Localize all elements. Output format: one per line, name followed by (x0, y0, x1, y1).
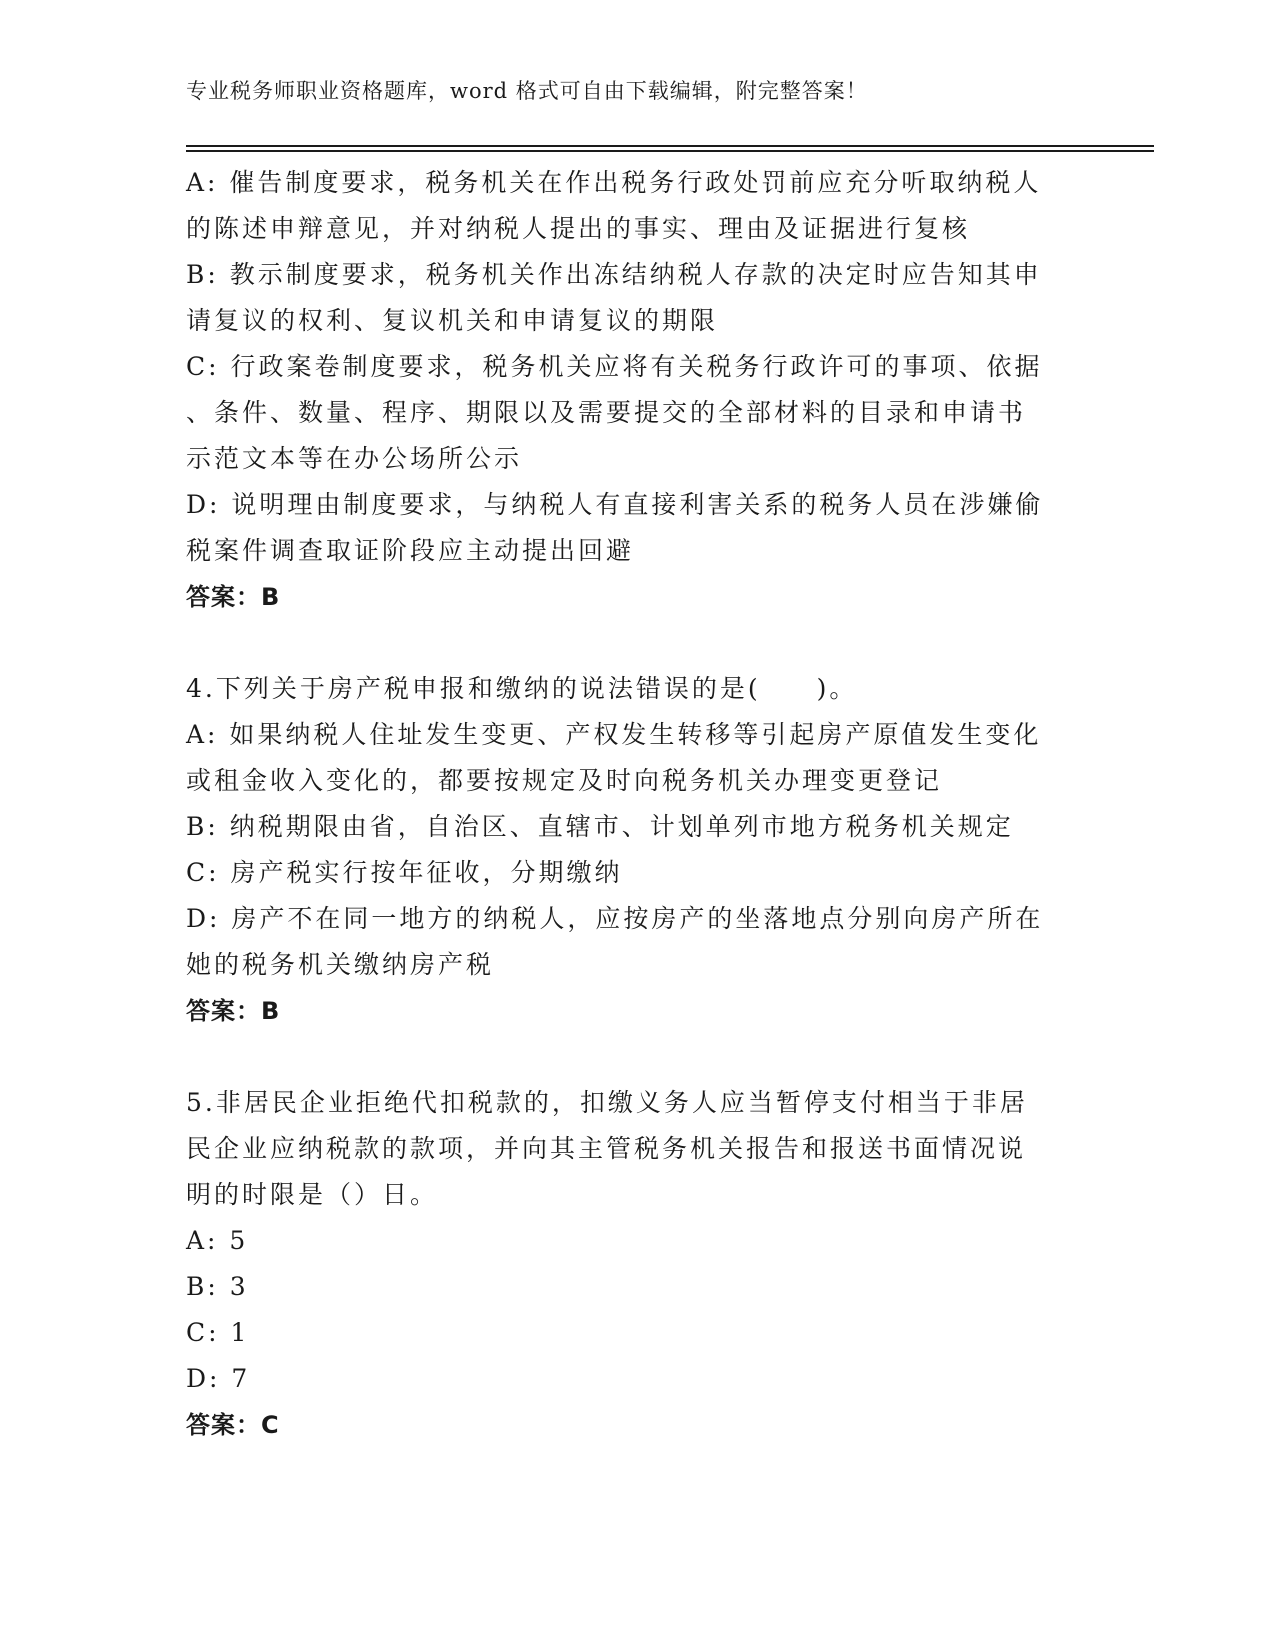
q5-stem-line3: 明的时限是（）日。 (186, 1180, 439, 1209)
q3-option-d-line1: D: 说明理由制度要求，与纳税人有直接利害关系的税务人员在涉嫌偷 (186, 490, 1044, 519)
q3-answer: 答案：B (186, 583, 281, 611)
q4-answer: 答案：B (186, 997, 281, 1025)
q5-option-d: D: 7 (186, 1364, 251, 1393)
q4-stem: 4.下列关于房产税申报和缴纳的说法错误的是( )。 (186, 674, 858, 703)
q4-option-a-line1: A: 如果纳税人住址发生变更、产权发生转移等引起房产原值发生变化 (186, 720, 1042, 749)
q3-option-c-line2: 、条件、数量、程序、期限以及需要提交的全部材料的目录和申请书 (186, 398, 1027, 427)
q3-option-a-line2: 的陈述申辩意见，并对纳税人提出的事实、理由及证据进行复核 (186, 214, 971, 243)
spacer (186, 1034, 1086, 1080)
q4-option-d-line2: 她的税务机关缴纳房产税 (186, 950, 495, 979)
q3-option-c-line3: 示范文本等在办公场所公示 (186, 444, 523, 473)
header-rule-bottom (186, 150, 1154, 152)
q3-option-c-line1: C: 行政案卷制度要求，税务机关应将有关税务行政许可的事项、依据 (186, 352, 1043, 381)
q4-option-a-line2: 或租金收入变化的，都要按规定及时向税务机关办理变更登记 (186, 766, 943, 795)
header-rule-top (186, 145, 1154, 147)
q5-option-c: C: 1 (186, 1318, 250, 1347)
q3-option-b-line2: 请复议的权利、复议机关和申请复议的期限 (186, 306, 719, 335)
document-body (186, 160, 1086, 1448)
q5-stem-line2: 民企业应纳税款的款项，并向其主管税务机关报告和报送书面情况说 (186, 1134, 1027, 1163)
q4-option-d-line1: D: 房产不在同一地方的纳税人，应按房产的坐落地点分别向房产所在 (186, 904, 1044, 933)
question-3 (186, 160, 1086, 620)
q5-option-a: A: 5 (186, 1226, 249, 1255)
q4-option-c: C: 房产税实行按年征收，分期缴纳 (186, 858, 623, 887)
page-header: 专业税务师职业资格题库，word 格式可自由下载编辑，附完整答案！ (186, 79, 868, 103)
q5-option-b: B: 3 (186, 1272, 249, 1301)
q4-option-b: B: 纳税期限由省，自治区、直辖市、计划单列市地方税务机关规定 (186, 812, 1014, 841)
q3-option-b-line1: B: 教示制度要求，税务机关作出冻结纳税人存款的决定时应告知其申 (186, 260, 1042, 289)
spacer (186, 620, 1086, 666)
question-5 (186, 1080, 1086, 1448)
q5-answer: 答案：C (186, 1411, 280, 1439)
q3-option-d-line2: 税案件调查取证阶段应主动提出回避 (186, 536, 635, 565)
q3-option-a-line1: A: 催告制度要求，税务机关在作出税务行政处罚前应充分听取纳税人 (186, 168, 1042, 197)
question-4 (186, 666, 1086, 1034)
q5-stem-line1: 5.非居民企业拒绝代扣税款的，扣缴义务人应当暂停支付相当于非居 (186, 1088, 1028, 1117)
